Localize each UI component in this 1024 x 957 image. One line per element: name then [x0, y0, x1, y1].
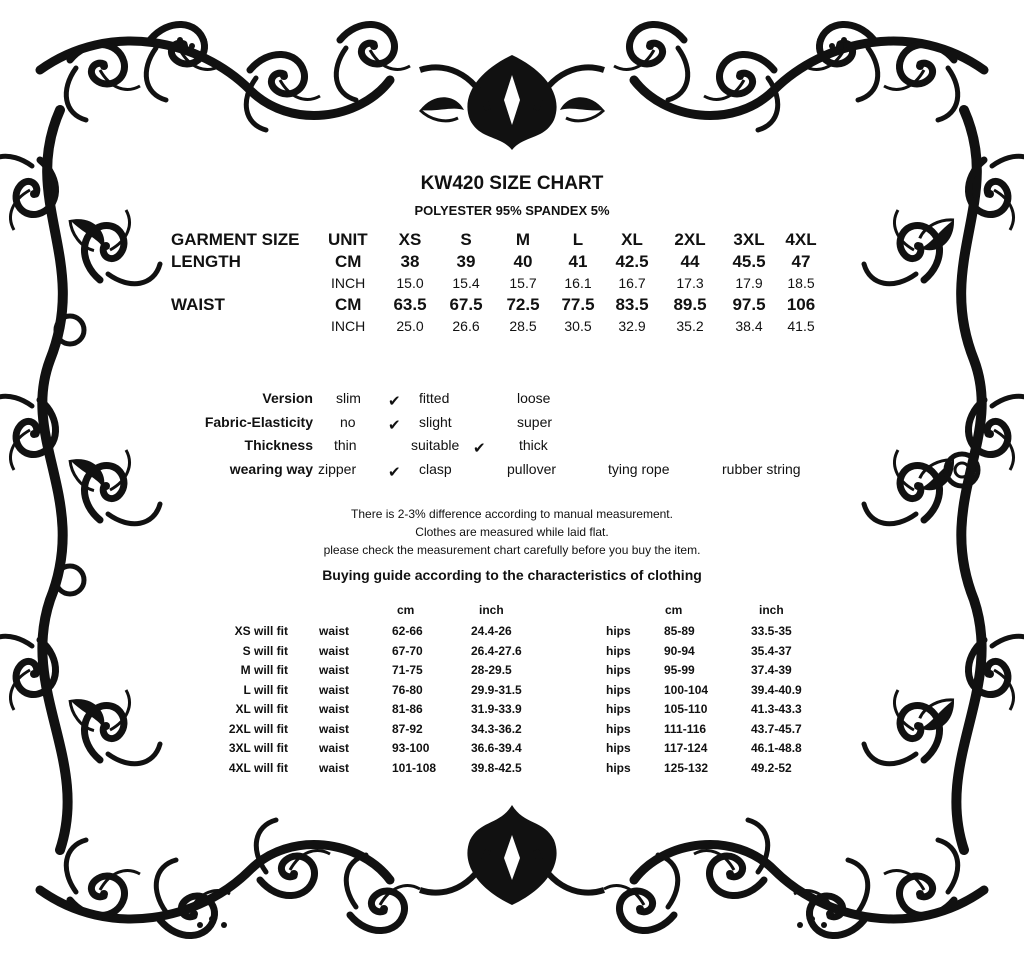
- guide-hips-inch: 49.2-52: [751, 761, 792, 775]
- length-inch-xl: 16.7: [618, 275, 646, 291]
- guide-waist-label: waist: [319, 624, 350, 638]
- guide-waist-label: waist: [319, 644, 350, 658]
- guide-col-cm-waist: cm: [397, 603, 415, 617]
- attr-option-wearing-way-4: rubber string: [722, 461, 801, 477]
- attr-option-wearing-way-3: tying rope: [608, 461, 670, 477]
- length-inch-xs: 15.0: [396, 275, 424, 291]
- length-inch-4xl: 18.5: [787, 275, 815, 291]
- length-cm-s: 39: [456, 252, 476, 271]
- size-header-xl: XL: [621, 230, 643, 249]
- guide-hips-inch: 43.7-45.7: [751, 722, 802, 736]
- size-header-3xl: 3XL: [733, 230, 765, 249]
- guide-col-inch-hips: inch: [759, 603, 784, 617]
- length-cm-3xl: 45.5: [732, 252, 766, 271]
- guide-waist-cm: 93-100: [392, 741, 430, 755]
- fabric-subtitle: POLYESTER 95% SPANDEX 5%: [414, 203, 610, 218]
- guide-fit-label: 3XL will fit: [228, 741, 288, 755]
- waist-cm-l: 77.5: [561, 295, 595, 314]
- guide-hips-cm: 95-99: [664, 663, 695, 677]
- size-header-4xl: 4XL: [785, 230, 817, 249]
- waist-cm-m: 72.5: [506, 295, 540, 314]
- unit-header: UNIT: [328, 230, 368, 249]
- waist-inch-4xl: 41.5: [787, 318, 815, 334]
- guide-waist-inch: 29.9-31.5: [471, 683, 522, 697]
- length-inch-s: 15.4: [452, 275, 480, 291]
- guide-waist-cm: 71-75: [392, 663, 423, 677]
- attr-option-thickness-2: thick: [519, 437, 548, 453]
- check-icon: ✔: [473, 440, 486, 457]
- length-cm-l: 41: [568, 252, 588, 271]
- attr-option-fabric-elasticity-0: no: [340, 414, 356, 430]
- guide-hips-label: hips: [606, 741, 631, 755]
- attr-option-wearing-way-1: clasp: [419, 461, 452, 477]
- waist-inch-3xl: 38.4: [735, 318, 763, 334]
- attr-option-fabric-elasticity-2: super: [517, 414, 553, 430]
- guide-fit-label: 4XL will fit: [228, 761, 288, 775]
- guide-waist-cm: 87-92: [392, 722, 423, 736]
- guide-hips-inch: 35.4-37: [751, 644, 792, 658]
- guide-hips-cm: 90-94: [664, 644, 695, 658]
- guide-hips-label: hips: [606, 702, 631, 716]
- guide-fit-label: 2XL will fit: [228, 722, 288, 736]
- attr-label-version: Version: [262, 390, 313, 406]
- guide-waist-label: waist: [319, 663, 350, 677]
- guide-hips-cm: 100-104: [664, 683, 709, 697]
- waist-inch-xl: 32.9: [618, 318, 646, 334]
- attr-option-thickness-0: thin: [334, 437, 357, 453]
- guide-waist-cm: 76-80: [392, 683, 423, 697]
- length-inch-l: 16.1: [564, 275, 592, 291]
- guide-hips-label: hips: [606, 722, 631, 736]
- guide-waist-label: waist: [319, 683, 350, 697]
- attr-option-version-2: loose: [517, 390, 551, 406]
- chart-title: KW420 SIZE CHART: [420, 173, 604, 194]
- guide-fit-label: XL will fit: [235, 702, 288, 716]
- guide-waist-inch: 36.6-39.4: [471, 741, 522, 755]
- guide-waist-inch: 34.3-36.2: [471, 722, 522, 736]
- note-difference: There is 2-3% difference according to manual measurement.: [351, 507, 673, 521]
- attr-label-fabric-elasticity: Fabric-Elasticity: [204, 414, 313, 430]
- guide-hips-cm: 111-116: [664, 722, 707, 736]
- guide-fit-label: XS will fit: [234, 624, 288, 638]
- guide-hips-inch: 39.4-40.9: [751, 683, 802, 697]
- attr-option-wearing-way-0: zipper: [318, 461, 357, 477]
- guide-col-inch-waist: inch: [479, 603, 504, 617]
- size-header-m: M: [515, 230, 531, 249]
- size-header-xs: XS: [398, 230, 422, 249]
- guide-hips-inch: 41.3-43.3: [751, 702, 802, 716]
- check-icon: ✔: [388, 417, 401, 434]
- guide-hips-label: hips: [606, 624, 631, 638]
- guide-waist-label: waist: [319, 761, 350, 775]
- guide-waist-label: waist: [319, 741, 350, 755]
- guide-waist-label: waist: [319, 702, 350, 716]
- guide-hips-inch: 33.5-35: [751, 624, 792, 638]
- guide-waist-inch: 31.9-33.9: [471, 702, 522, 716]
- attr-option-thickness-1: suitable: [411, 437, 460, 453]
- attr-label-wearing-way: wearing way: [229, 461, 313, 477]
- waist-inch-s: 26.6: [452, 318, 480, 334]
- guide-fit-label: L will fit: [243, 683, 288, 697]
- waist-cm-3xl: 97.5: [732, 295, 766, 314]
- attr-option-version-0: slim: [336, 390, 361, 406]
- waist-inch-2xl: 35.2: [676, 318, 704, 334]
- length-cm-4xl: 47: [791, 252, 811, 271]
- check-icon: ✔: [388, 464, 401, 481]
- guide-hips-inch: 46.1-48.8: [751, 741, 802, 755]
- attr-option-fabric-elasticity-1: slight: [419, 414, 452, 430]
- length-inch-m: 15.7: [509, 275, 537, 291]
- waist-cm-xl: 83.5: [615, 295, 649, 314]
- guide-waist-cm: 67-70: [392, 644, 423, 658]
- attr-option-version-1: fitted: [419, 390, 450, 406]
- guide-waist-label: waist: [319, 722, 350, 736]
- guide-waist-inch: 24.4-26: [471, 624, 512, 638]
- length-unit-cm: CM: [335, 252, 362, 271]
- garment-size-header: GARMENT SIZE: [171, 230, 300, 249]
- guide-hips-label: hips: [606, 663, 631, 677]
- waist-cm-2xl: 89.5: [673, 295, 707, 314]
- guide-hips-label: hips: [606, 761, 631, 775]
- guide-hips-cm: 105-110: [664, 702, 708, 716]
- guide-fit-label: M will fit: [240, 663, 288, 677]
- length-cm-2xl: 44: [680, 252, 700, 271]
- waist-unit-cm: CM: [335, 295, 362, 314]
- guide-hips-label: hips: [606, 644, 631, 658]
- length-cm-m: 40: [513, 252, 533, 271]
- waist-inch-xs: 25.0: [396, 318, 424, 334]
- guide-hips-inch: 37.4-39: [751, 663, 792, 677]
- guide-hips-label: hips: [606, 683, 631, 697]
- buying-guide-title: Buying guide according to the characteristics of clothing: [322, 567, 702, 583]
- guide-hips-cm: 125-132: [664, 761, 709, 775]
- guide-waist-inch: 39.8-42.5: [471, 761, 522, 775]
- attr-label-thickness: Thickness: [244, 437, 313, 453]
- waist-cm-4xl: 106: [786, 295, 816, 314]
- check-icon: ✔: [388, 393, 401, 410]
- waist-unit-inch: INCH: [331, 318, 366, 334]
- length-unit-inch: INCH: [331, 275, 366, 291]
- guide-waist-inch: 26.4-27.6: [471, 644, 522, 658]
- size-header-l: L: [572, 230, 584, 249]
- waist-label: WAIST: [171, 295, 225, 314]
- guide-waist-inch: 28-29.5: [471, 663, 512, 677]
- length-inch-3xl: 17.9: [735, 275, 763, 291]
- note-check-chart: please check the measurement chart carefully before you buy the item.: [323, 543, 701, 557]
- size-header-s: S: [460, 230, 472, 249]
- guide-waist-cm: 101-108: [392, 761, 437, 775]
- waist-cm-s: 67.5: [449, 295, 483, 314]
- guide-hips-cm: 117-124: [664, 741, 708, 755]
- attr-option-wearing-way-2: pullover: [507, 461, 557, 477]
- guide-col-cm-hips: cm: [665, 603, 683, 617]
- length-cm-xl: 42.5: [615, 252, 649, 271]
- guide-waist-cm: 62-66: [392, 624, 423, 638]
- guide-fit-label: S will fit: [242, 644, 288, 658]
- length-cm-xs: 38: [400, 252, 420, 271]
- waist-inch-m: 28.5: [509, 318, 537, 334]
- length-inch-2xl: 17.3: [676, 275, 704, 291]
- guide-waist-cm: 81-86: [392, 702, 423, 716]
- waist-cm-xs: 63.5: [393, 295, 427, 314]
- guide-hips-cm: 85-89: [664, 624, 695, 638]
- waist-inch-l: 30.5: [564, 318, 592, 334]
- length-label: LENGTH: [171, 252, 241, 271]
- size-header-2xl: 2XL: [674, 230, 706, 249]
- note-laid-flat: Clothes are measured while laid flat.: [415, 525, 609, 539]
